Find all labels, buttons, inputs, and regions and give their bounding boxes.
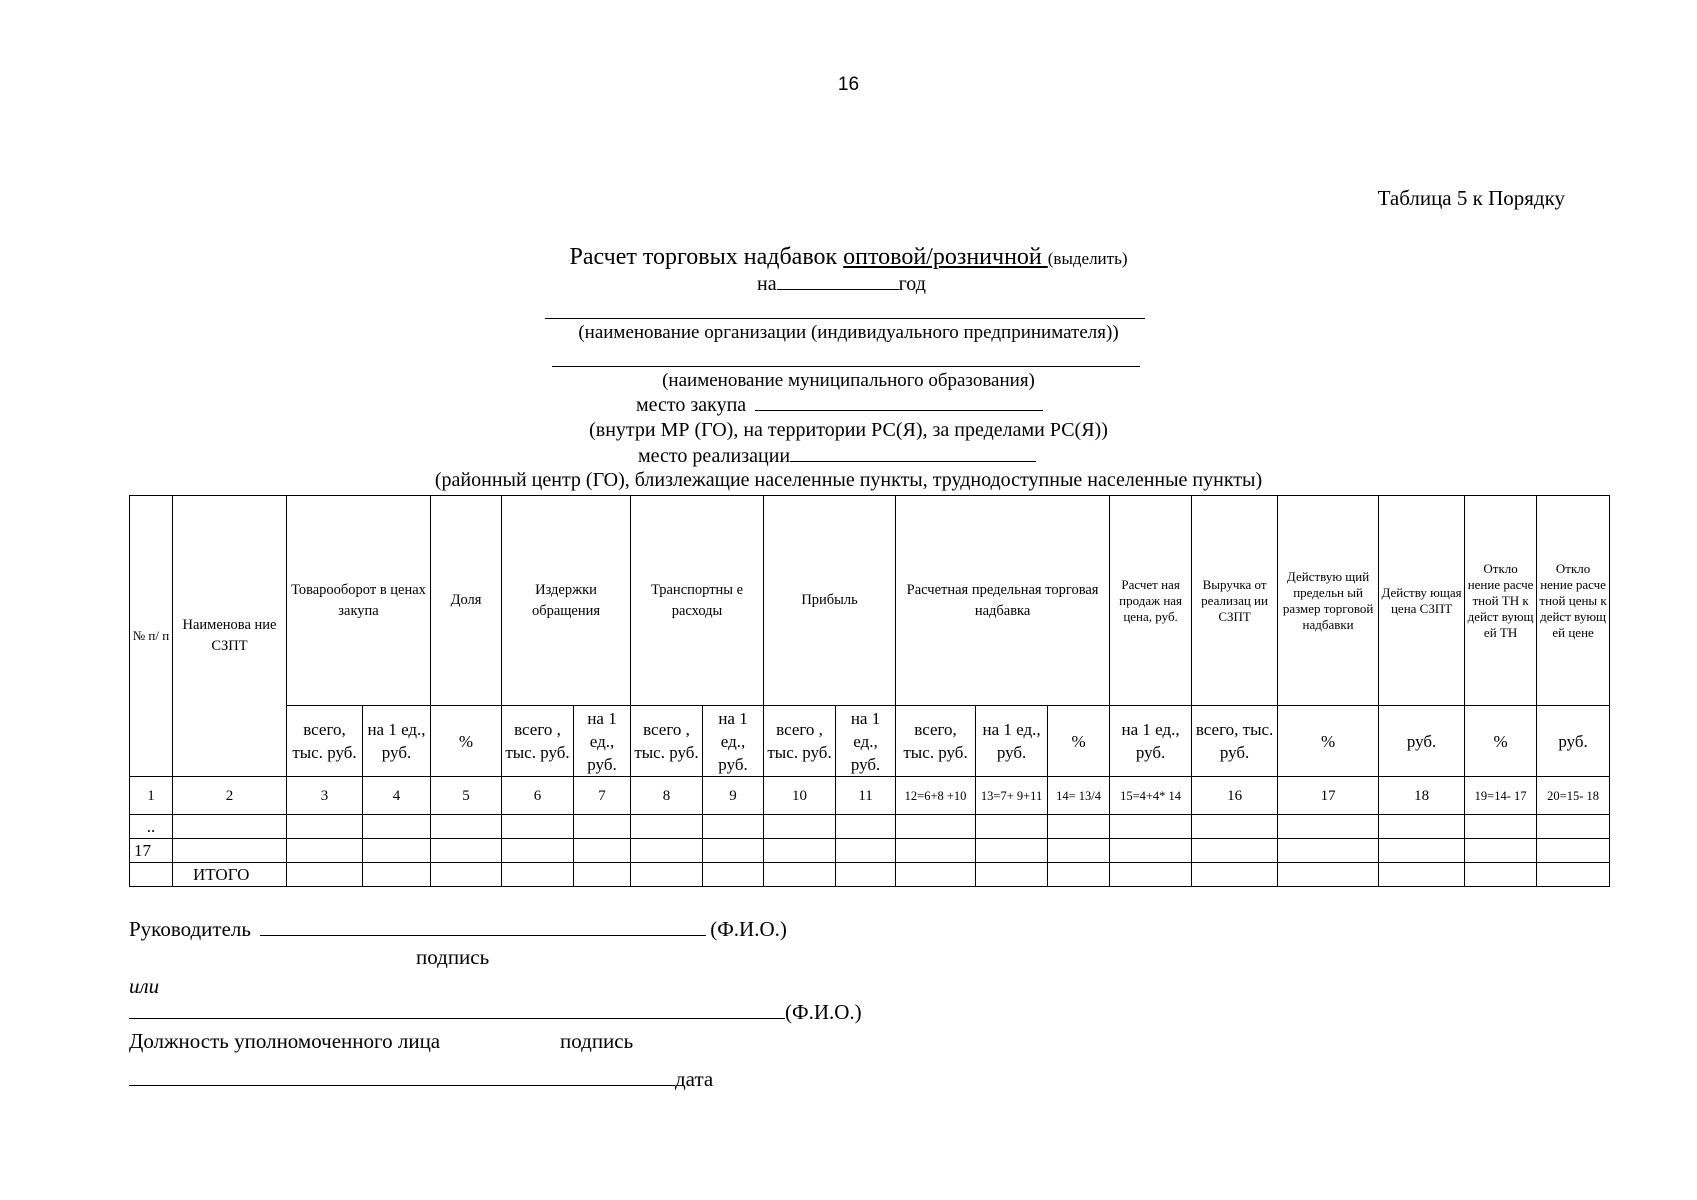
col-number: 6 — [502, 777, 574, 815]
title-prefix: Расчет торговых надбавок — [569, 244, 844, 270]
page-number: 16 — [837, 74, 860, 95]
signature-caption-1: подпись — [416, 945, 490, 969]
total-label: ИТОГО — [173, 863, 287, 887]
col-number: 12=6+8 +10 — [896, 777, 976, 815]
col-number: 17 — [1278, 777, 1379, 815]
authorized-signature-line — [129, 1000, 862, 1025]
col-header-no: № п/ п — [130, 496, 173, 777]
title-underlined: оптовой/розничной — [843, 244, 1048, 270]
row-name — [173, 839, 287, 863]
col-header-dev-price: Откло нение расче тной цены к дейст вующ ей цене — [1537, 496, 1610, 706]
col-header-name: Наименова ние СЗПТ — [173, 496, 287, 777]
or-text: или — [129, 974, 160, 998]
org-caption: (наименование организации (индивидуального предпринимателя)) — [578, 322, 1119, 343]
authorized-fio: (Ф.И.О.) — [785, 1000, 862, 1024]
sub-profit-total: всего , тыс. руб. — [764, 706, 836, 777]
column-numbers-row — [130, 777, 1610, 815]
head-label: Руководитель — [129, 917, 251, 941]
sale-caption: (районный центр (ГО), близлежащие населенные пункты, труднодоступные населенные пункты) — [434, 469, 1263, 491]
row-name — [173, 815, 287, 839]
sub-share-unit: % — [431, 706, 502, 777]
period-after: год — [898, 273, 926, 295]
sub-costs-unit: на 1 ед., руб. — [574, 706, 631, 777]
col-number: 3 — [287, 777, 363, 815]
sub-costs-total: всего , тыс. руб. — [502, 706, 574, 777]
sub-dev-markup-unit: % — [1465, 706, 1537, 777]
col-header-turnover: Товарооборот в ценах закупа — [287, 496, 431, 706]
col-header-transport: Транспортны е расходы — [631, 496, 764, 706]
markup-calculation-table — [129, 495, 1610, 887]
document-title — [0, 244, 1697, 271]
mo-name-line — [552, 366, 1140, 367]
title-suffix: (выделить) — [1047, 249, 1128, 268]
purchase-caption: (внутри МР (ГО), на территории РС(Я), за пределами РС(Я)) — [589, 419, 1108, 441]
sub-turnover-total: всего, тыс. руб. — [287, 706, 363, 777]
col-header-dev-markup: Откло нение расче тной ТН к дейст вующ ей ТН — [1465, 496, 1537, 706]
header-row — [130, 496, 1610, 706]
sub-current-price-unit: руб. — [1379, 706, 1465, 777]
sub-markup-pct: % — [1048, 706, 1110, 777]
date-blank — [129, 1085, 675, 1086]
position-label: Должность уполномоченного лица — [129, 1029, 441, 1053]
col-header-costs: Издержки обращения — [502, 496, 631, 706]
sub-transport-total: всего , тыс. руб. — [631, 706, 703, 777]
row-number: 17 — [130, 839, 173, 863]
sub-markup-total: всего, тыс. руб. — [896, 706, 976, 777]
sub-current-max-unit: % — [1278, 706, 1379, 777]
row-number — [130, 863, 173, 887]
sub-turnover-unit: на 1 ед., руб. — [363, 706, 431, 777]
col-number: 5 — [431, 777, 502, 815]
col-header-current-max: Действую щий предельн ый размер торговой надбавки — [1278, 496, 1379, 706]
table-row — [130, 839, 1610, 863]
sub-transport-unit: на 1 ед., руб. — [703, 706, 764, 777]
table-reference: Таблица 5 к Порядку — [1377, 186, 1565, 210]
purchase-place-line — [636, 394, 1043, 417]
sub-calc-price-unit: на 1 ед., руб. — [1110, 706, 1192, 777]
col-number: 9 — [703, 777, 764, 815]
sub-dev-price-unit: руб. — [1537, 706, 1610, 777]
col-header-current-price: Действу ющая цена СЗПТ — [1379, 496, 1465, 706]
total-row — [130, 863, 1610, 887]
col-number: 20=15- 18 — [1537, 777, 1610, 815]
head-signature-blank — [260, 935, 706, 936]
date-label: дата — [675, 1067, 714, 1091]
col-header-revenue: Выручка от реализац ии СЗПТ — [1192, 496, 1278, 706]
sub-profit-unit: на 1 ед., руб. — [836, 706, 896, 777]
authorized-signature-blank — [129, 1018, 785, 1019]
head-fio: (Ф.И.О.) — [710, 917, 787, 941]
period-before: на — [757, 273, 777, 295]
col-number: 1 — [130, 777, 173, 815]
org-name-line — [545, 318, 1145, 319]
sale-place-label: место реализации — [638, 445, 791, 467]
table-row — [130, 815, 1610, 839]
col-number: 13=7+ 9+11 — [976, 777, 1048, 815]
sale-place-blank — [790, 461, 1036, 462]
signature-caption-2: подпись — [560, 1029, 634, 1053]
col-number: 19=14- 17 — [1465, 777, 1537, 815]
col-number: 14= 13/4 — [1048, 777, 1110, 815]
col-number: 15=4+4* 14 — [1110, 777, 1192, 815]
row-number: .. — [130, 815, 173, 839]
sub-markup-unit: на 1 ед., руб. — [976, 706, 1048, 777]
col-number: 16 — [1192, 777, 1278, 815]
purchase-place-blank — [755, 410, 1043, 411]
col-number: 18 — [1379, 777, 1465, 815]
purchase-place-label: место закупа — [636, 394, 747, 416]
col-number: 7 — [574, 777, 631, 815]
col-header-share: Доля — [431, 496, 502, 706]
period-line — [757, 273, 926, 296]
sale-place-line — [638, 445, 1036, 468]
head-signature-line — [129, 917, 787, 942]
col-number: 8 — [631, 777, 703, 815]
subheader-row — [130, 706, 1610, 777]
mo-caption: (наименование муниципального образования) — [662, 370, 1035, 391]
col-header-calc-price: Расчет ная продаж ная цена, руб. — [1110, 496, 1192, 706]
col-number: 4 — [363, 777, 431, 815]
sub-revenue-total: всего, тыс. руб. — [1192, 706, 1278, 777]
date-line — [129, 1067, 713, 1092]
col-header-markup: Расчетная предельная торговая надбавка — [896, 496, 1110, 706]
col-header-profit: Прибыль — [764, 496, 896, 706]
period-blank — [777, 289, 899, 290]
col-number: 10 — [764, 777, 836, 815]
col-number: 11 — [836, 777, 896, 815]
col-number: 2 — [173, 777, 287, 815]
